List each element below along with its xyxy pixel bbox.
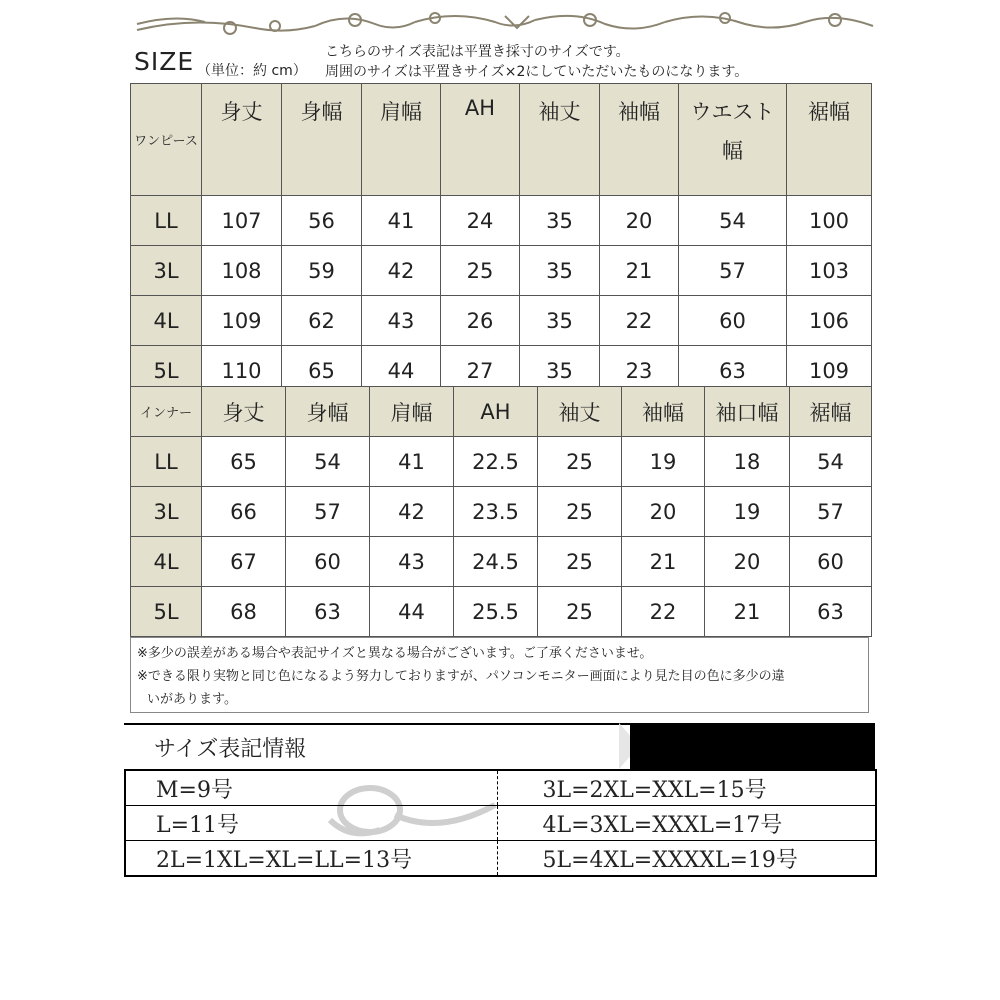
inner-col-header: 裾幅 — [790, 387, 872, 437]
disclaimer-line1: ※多少の誤差がある場合や表記サイズと異なる場合がございます。ご了承くださいませ。 — [137, 646, 653, 661]
inner-row — [131, 487, 872, 537]
inner-value-cell: 41 — [370, 437, 454, 487]
onepiece-value-cell: 35 — [520, 246, 600, 296]
onepiece-value-cell: 35 — [520, 346, 600, 396]
inner-col-header: 袖幅 — [622, 387, 705, 437]
inner-col-header: 肩幅 — [370, 387, 454, 437]
inner-value-cell: 63 — [790, 587, 872, 637]
size-info-header — [124, 723, 875, 769]
inner-size-label: 4L — [131, 537, 202, 587]
onepiece-size-table — [130, 83, 872, 396]
onepiece-col-header: 袖丈 — [520, 84, 600, 196]
onepiece-size-label: 4L — [131, 296, 202, 346]
onepiece-value-cell: 35 — [520, 296, 600, 346]
inner-value-cell: 57 — [286, 487, 370, 537]
inner-value-cell: 19 — [622, 437, 705, 487]
inner-col-header: 袖口幅 — [705, 387, 790, 437]
inner-value-cell: 42 — [370, 487, 454, 537]
onepiece-value-cell: 41 — [362, 196, 441, 246]
inner-value-cell: 67 — [202, 537, 286, 587]
waist-header-line1: ウエスト — [690, 100, 775, 124]
onepiece-value-cell: 22 — [600, 296, 679, 346]
onepiece-value-cell: 109 — [202, 296, 282, 346]
inner-section-label: インナー — [131, 387, 202, 437]
inner-value-cell: 57 — [790, 487, 872, 537]
inner-size-label: 3L — [131, 487, 202, 537]
inner-header-row — [131, 387, 872, 437]
onepiece-value-cell: 59 — [282, 246, 362, 296]
inner-row — [131, 587, 872, 637]
disclaimer-line3: いがあります。 — [147, 692, 237, 707]
inner-value-cell: 68 — [202, 587, 286, 637]
inner-value-cell: 20 — [622, 487, 705, 537]
measurement-note-line2: 周囲のサイズは平置きサイズ×2にしていただいたものになります。 — [325, 64, 749, 80]
inner-value-cell: 19 — [705, 487, 790, 537]
inner-value-cell: 22 — [622, 587, 705, 637]
inner-value-cell: 60 — [790, 537, 872, 587]
inner-value-cell: 44 — [370, 587, 454, 637]
onepiece-value-cell: 21 — [600, 246, 679, 296]
onepiece-row — [131, 246, 872, 296]
onepiece-col-header: 裾幅 — [787, 84, 872, 196]
onepiece-value-cell: 106 — [787, 296, 872, 346]
inner-value-cell: 25 — [538, 587, 622, 637]
size-equivalence-right: 4L=3XL=XXXL=17号 — [497, 806, 876, 841]
size-equivalence-left: M=9号 — [125, 770, 497, 806]
onepiece-value-cell: 25 — [441, 246, 520, 296]
inner-col-header: 身丈 — [202, 387, 286, 437]
size-equivalence-right: 5L=4XL=XXXXL=19号 — [497, 841, 876, 877]
inner-value-cell: 65 — [202, 437, 286, 487]
onepiece-col-header: 肩幅 — [362, 84, 441, 196]
size-heading: SIZE — [134, 47, 195, 76]
onepiece-value-cell: 44 — [362, 346, 441, 396]
onepiece-value-cell: 109 — [787, 346, 872, 396]
inner-col-header: 身幅 — [286, 387, 370, 437]
onepiece-value-cell: 62 — [282, 296, 362, 346]
inner-value-cell: 20 — [705, 537, 790, 587]
size-equivalence-row — [125, 806, 876, 841]
inner-size-label: 5L — [131, 587, 202, 637]
onepiece-col-header: 身幅 — [282, 84, 362, 196]
inner-size-table — [130, 386, 872, 637]
inner-row — [131, 437, 872, 487]
onepiece-value-cell: 42 — [362, 246, 441, 296]
inner-row — [131, 537, 872, 587]
size-equivalence-left: L=11号 — [125, 806, 497, 841]
disclaimer-line2: ※できる限り実物と同じ色になるよう努力しておりますが、パソコンモニター画面により見た目の色に多少の違 — [137, 669, 785, 684]
onepiece-size-label: 3L — [131, 246, 202, 296]
onepiece-value-cell: 23 — [600, 346, 679, 396]
waist-header-line2: 幅 — [722, 139, 743, 163]
inner-value-cell: 22.5 — [454, 437, 538, 487]
onepiece-value-cell: 65 — [282, 346, 362, 396]
onepiece-value-cell: 107 — [202, 196, 282, 246]
onepiece-col-header: 袖幅 — [600, 84, 679, 196]
onepiece-size-label: LL — [131, 196, 202, 246]
onepiece-row — [131, 296, 872, 346]
onepiece-value-cell: 26 — [441, 296, 520, 346]
inner-col-header: 袖丈 — [538, 387, 622, 437]
onepiece-value-cell: 100 — [787, 196, 872, 246]
size-equivalence-row — [125, 841, 876, 877]
header-black-block — [630, 723, 875, 769]
inner-value-cell: 18 — [705, 437, 790, 487]
onepiece-value-cell: 54 — [679, 196, 787, 246]
onepiece-size-label: 5L — [131, 346, 202, 396]
inner-size-label: LL — [131, 437, 202, 487]
onepiece-value-cell: 27 — [441, 346, 520, 396]
onepiece-value-cell: 108 — [202, 246, 282, 296]
onepiece-value-cell: 20 — [600, 196, 679, 246]
onepiece-section-label: ワンピース — [131, 84, 202, 196]
onepiece-header-row — [131, 84, 872, 196]
onepiece-value-cell: 60 — [679, 296, 787, 346]
disclaimer-notes — [130, 637, 869, 713]
onepiece-value-cell: 24 — [441, 196, 520, 246]
measurement-note-line1: こちらのサイズ表記は平置き採寸のサイズです。 — [325, 44, 630, 60]
inner-value-cell: 25 — [538, 537, 622, 587]
onepiece-col-header: AH — [441, 84, 520, 196]
inner-value-cell: 25.5 — [454, 587, 538, 637]
onepiece-value-cell: 57 — [679, 246, 787, 296]
onepiece-value-cell: 63 — [679, 346, 787, 396]
inner-value-cell: 66 — [202, 487, 286, 537]
onepiece-value-cell: 103 — [787, 246, 872, 296]
onepiece-row — [131, 196, 872, 246]
inner-value-cell: 54 — [790, 437, 872, 487]
inner-value-cell: 21 — [622, 537, 705, 587]
size-info-title: サイズ表記情報 — [154, 737, 307, 762]
size-equivalence-right: 3L=2XL=XXL=15号 — [497, 770, 876, 806]
onepiece-col-header: 身丈 — [202, 84, 282, 196]
inner-value-cell: 25 — [538, 437, 622, 487]
inner-value-cell: 23.5 — [454, 487, 538, 537]
inner-value-cell: 60 — [286, 537, 370, 587]
onepiece-value-cell: 56 — [282, 196, 362, 246]
unit-label: （単位：約 cm） — [197, 63, 307, 79]
inner-value-cell: 21 — [705, 587, 790, 637]
inner-value-cell: 43 — [370, 537, 454, 587]
inner-value-cell: 24.5 — [454, 537, 538, 587]
inner-value-cell: 54 — [286, 437, 370, 487]
onepiece-value-cell: 43 — [362, 296, 441, 346]
inner-value-cell: 63 — [286, 587, 370, 637]
onepiece-value-cell: 110 — [202, 346, 282, 396]
size-equivalence-left: 2L=1XL=XL=LL=13号 — [125, 841, 497, 877]
onepiece-col-header-waist — [679, 84, 787, 196]
inner-col-header: AH — [454, 387, 538, 437]
inner-value-cell: 25 — [538, 487, 622, 537]
onepiece-value-cell: 35 — [520, 196, 600, 246]
size-equivalence-table — [124, 769, 877, 877]
decorative-ornament — [135, 6, 875, 42]
size-equivalence-row — [125, 770, 876, 806]
